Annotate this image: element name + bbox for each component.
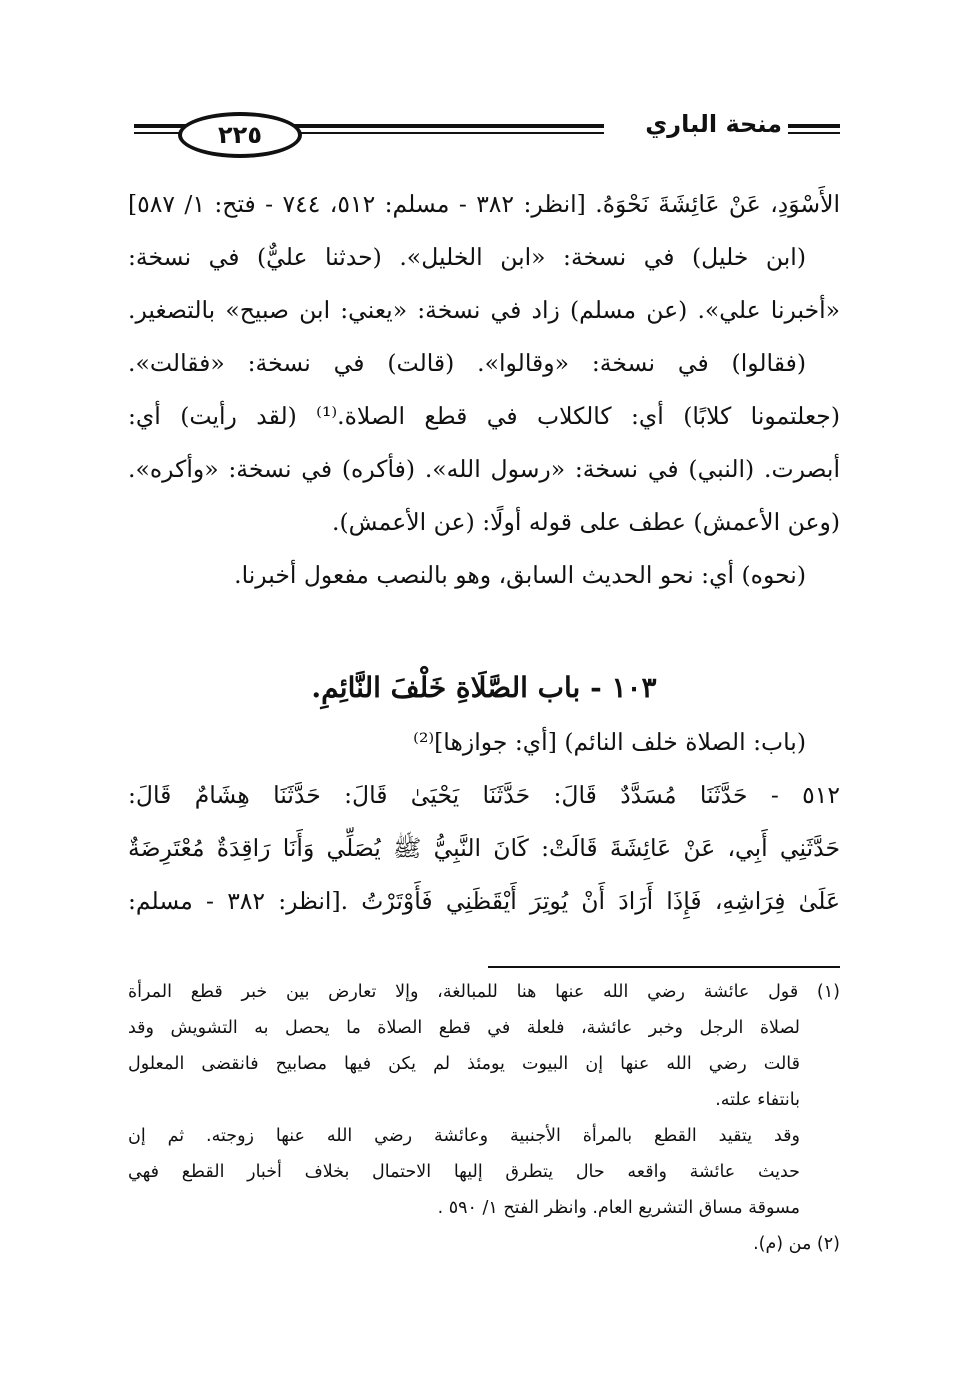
text-line: أبصرت. (النبي) في نسخة: «رسول الله». (فأكره) في نسخة: «وأكره». bbox=[128, 455, 840, 483]
hadith-line: ٥١٢ - حَدَّثَنَا مُسَدَّدٌ قَالَ: حَدَّثَنَا يَحْيَىٰ قَالَ: حَدَّثَنَا هِشَامٌ قَالَ: bbox=[128, 781, 840, 809]
running-title: منحة الباري bbox=[645, 110, 782, 138]
main-text bbox=[128, 178, 840, 602]
footnote-line: وقد يتقيد القطع بالمرأة الأجنبية وعائشة رضي الله عنها زوجته. ثم إن bbox=[128, 1126, 800, 1146]
text-line: (وعن الأعمش) عطف على قوله أولًا: (عن الأعمش). bbox=[332, 508, 840, 536]
footnote-line: (٢) من (م). bbox=[753, 1234, 840, 1254]
footnote-line: لصلاة الرجل وخبر عائشة، فلعلة في قطع الصلاة ما يحصل به التشويش وقد bbox=[128, 1018, 800, 1038]
hadith-line: حَدَّثَنِي أَبِي، عَنْ عَائِشَةَ قَالَتْ: كَانَ النَّبِيُّ ﷺ يُصَلِّي وَأَنَا رَاقِدَةٌ مُعْتَرِضَةٌ bbox=[128, 834, 840, 862]
footnote-separator bbox=[488, 966, 840, 968]
text-line: (ابن خليل) في نسخة: «ابن الخليل». (حدثنا عليٌّ) في نسخة: bbox=[128, 243, 806, 271]
text-line: (فقالوا) في نسخة: «وقالوا». (قالت) في نسخة: «فقالت». bbox=[128, 349, 806, 377]
footnotes bbox=[128, 974, 840, 1262]
page-number: ٢٢٥ bbox=[178, 112, 302, 158]
text-line: الأَسْوَدِ، عَنْ عَائِشَةَ نَحْوَهُ. [انظر: ٣٨٢ - مسلم: ٥١٢، ٧٤٤ - فتح: ١/ ٥٨٧] bbox=[128, 190, 841, 218]
text-line: «أخبرنا علي». (عن مسلم) زاد في نسخة: «يعني: ابن صبيح» بالتصغير. bbox=[128, 296, 840, 324]
footnote-line: قالت رضي الله عنها إن البيوت يومئذ لم يكن فيها مصابيح فانقضى المعلول bbox=[128, 1054, 800, 1074]
hadith-line: عَلَىٰ فِرَاشِهِ، فَإِذَا أَرَادَ أَنْ يُوتِرَ أَيْقَظَنِي فَأَوْتَرْتُ .[انظر: ٣٨٢ - مسلم: bbox=[128, 887, 840, 915]
section-heading: ١٠٣ - باب الصَّلَاةِ خَلْفَ النَّائِمِ. bbox=[311, 671, 657, 704]
header-rule-right bbox=[788, 124, 840, 136]
footnote-line: حديث عائشة واقعه حال يتطرق إليها الاحتمال بخلاف أخبار القطع فهي bbox=[128, 1162, 800, 1182]
footnote-line: مسوقة مساق التشريع العام. وانظر الفتح ١/ ٥٩٠ . bbox=[437, 1198, 800, 1218]
text-line: (نحوه) أي: نحو الحديث السابق، وهو بالنصب مفعول أخبرنا. bbox=[234, 561, 806, 589]
section-text bbox=[128, 716, 840, 928]
text-line: (جعلتمونا كلابًا) أي: كالكلاب في قطع الصلاة.⁽¹⁾ (لقد رأيت) أي: bbox=[128, 402, 840, 430]
page-header bbox=[128, 100, 840, 160]
footnote-line: (١) قول عائشة رضي الله عنها هنا للمبالغة، وإلا تعارض بين خبر قطع المرأة bbox=[128, 982, 840, 1002]
text-line: (باب: الصلاة خلف النائم) [أي: جوازها]⁽²⁾ bbox=[413, 728, 806, 756]
footnote-line: بانتفاء علته. bbox=[715, 1090, 800, 1110]
